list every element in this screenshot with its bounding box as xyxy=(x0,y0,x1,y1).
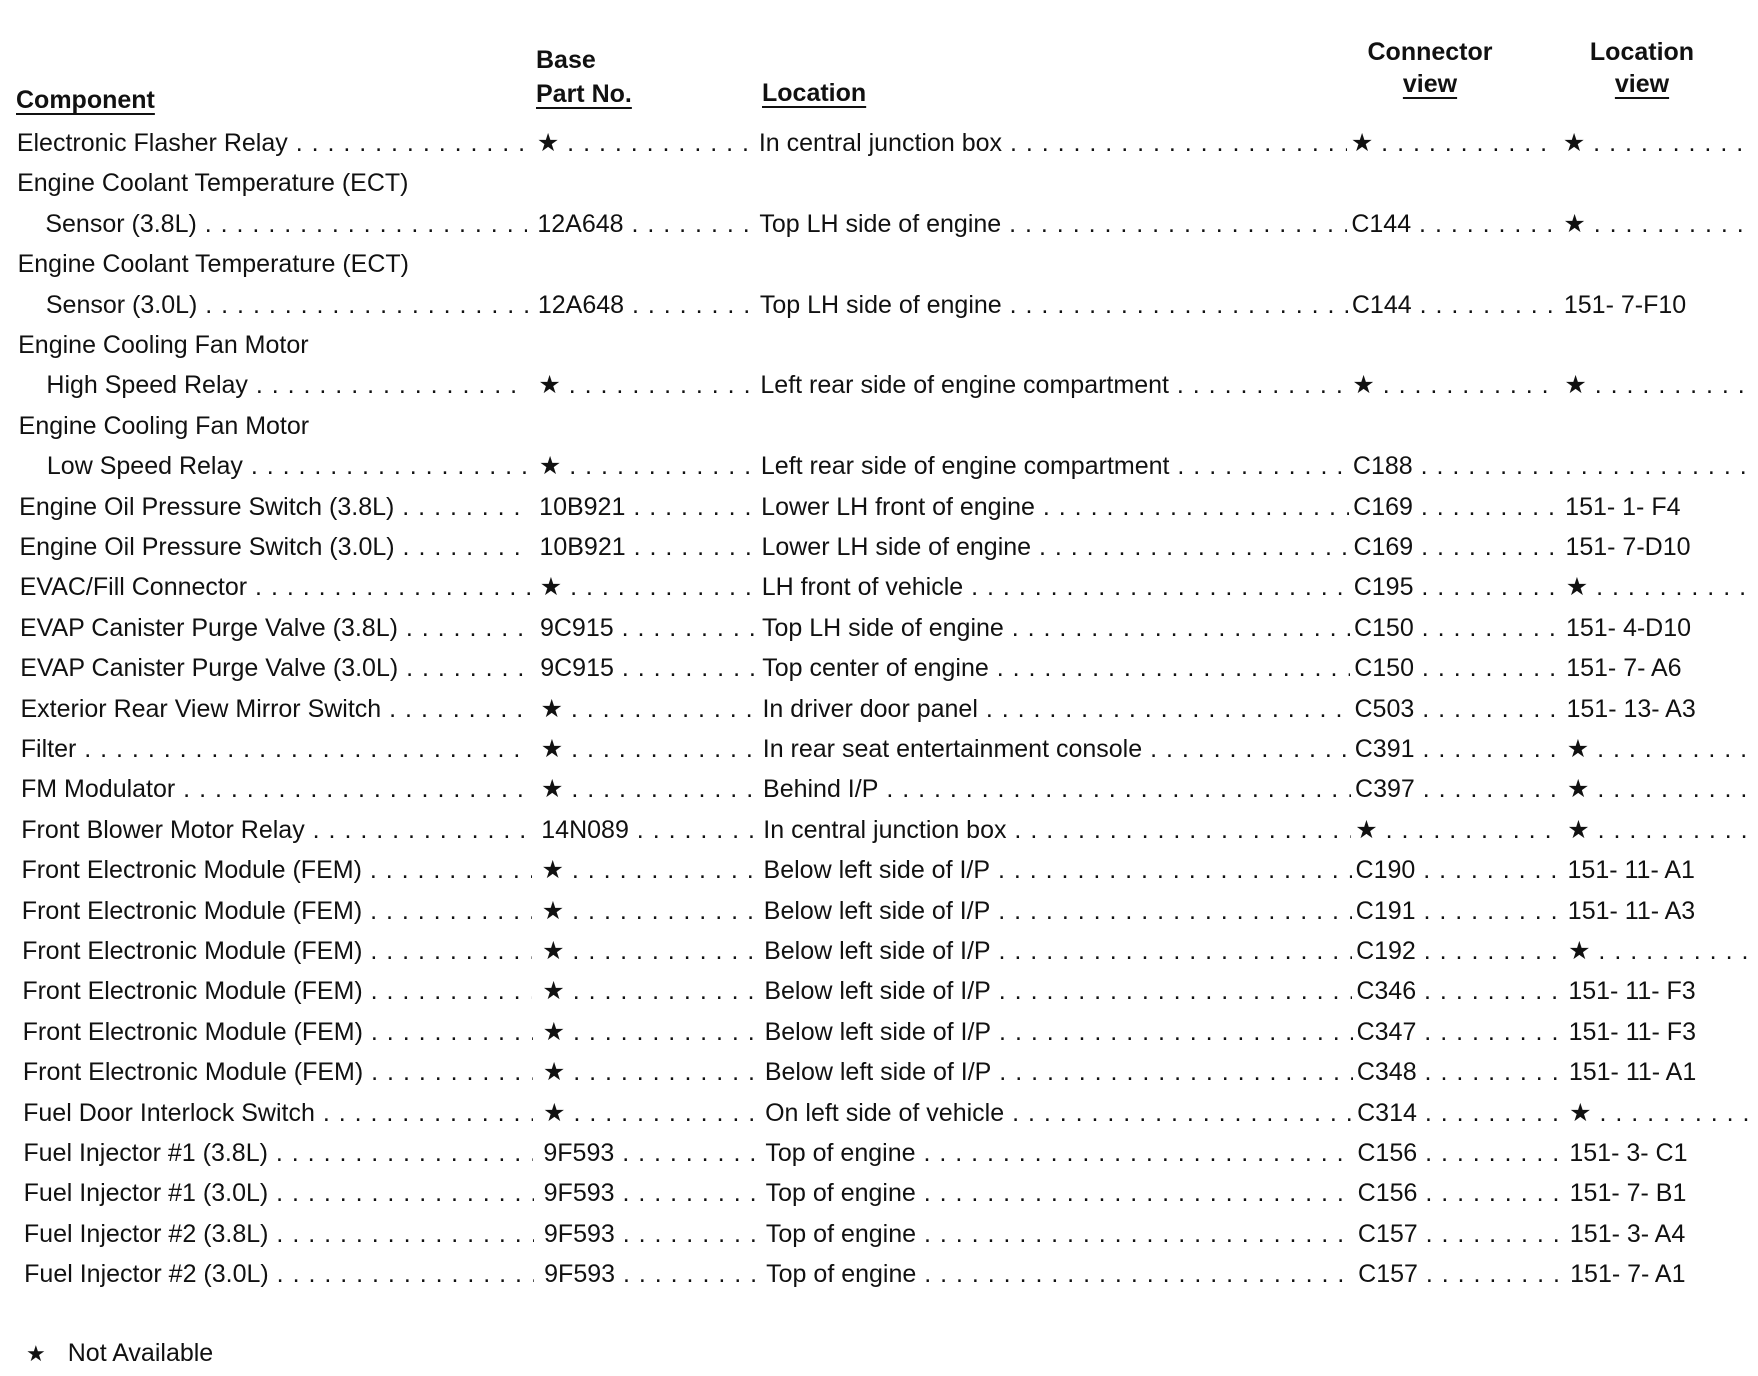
location-view: ★ . . . xyxy=(1569,1096,1752,1130)
connector-view: C346 . . . xyxy=(1356,974,1562,1008)
location-view: 151- 3- C1 xyxy=(1569,1139,1688,1167)
location-text: LH front of vehicle . . . xyxy=(762,570,1350,604)
base-part-number: 12A648 . . . xyxy=(538,288,756,322)
star-icon: ★ xyxy=(26,1341,46,1366)
component-name: Filter . . . xyxy=(21,732,531,766)
component-name: Fuel Injector #2 (3.8L) . . . xyxy=(24,1217,534,1251)
connector-view: C144 . . . xyxy=(1352,288,1558,322)
location-view: ★ . . . xyxy=(1567,732,1752,766)
location-view: ★ . . . xyxy=(1567,772,1752,806)
location-view: 151- 7- A1 xyxy=(1570,1260,1686,1289)
connector-view: C503 . . . xyxy=(1354,692,1560,726)
location-view: ★ . . . xyxy=(1564,368,1752,402)
component-name: Engine Oil Pressure Switch (3.0L) . . . xyxy=(19,530,529,564)
location-text: Top center of engine . . . xyxy=(762,651,1350,685)
connector-view: C169 . . . xyxy=(1353,490,1559,524)
connector-view: C191 . . . xyxy=(1356,894,1562,928)
connector-view: C347 . . . xyxy=(1357,1015,1563,1049)
location-view: 151- 7-D10 xyxy=(1565,533,1691,561)
connector-view: C192 . . . xyxy=(1356,934,1562,968)
base-part-number: ★ . . . xyxy=(541,732,759,766)
component-name: EVAP Canister Purge Valve (3.0L) . . . xyxy=(20,651,530,685)
location-view xyxy=(1565,449,1752,483)
location-view: 151- 3- A4 xyxy=(1569,1219,1686,1248)
location-text: Below left side of I/P . . . xyxy=(764,894,1352,928)
location-text: Lower LH side of engine . . . xyxy=(761,530,1349,564)
location-text: On left side of vehicle . . . xyxy=(765,1096,1353,1130)
connector-view: C195 . . . xyxy=(1354,570,1560,604)
location-text: In central junction box . . . xyxy=(759,126,1347,160)
base-part-number: 12A648 . . . xyxy=(537,207,755,241)
base-part-number: 9C915 . . . xyxy=(540,611,758,645)
base-part-number: ★ . . . xyxy=(538,368,756,402)
connector-view: ★ . . . xyxy=(1355,813,1561,847)
base-part-number: ★ . . . xyxy=(543,1055,761,1089)
location-view: 151- 13- A3 xyxy=(1566,694,1696,723)
location-text: In rear seat entertainment console . . . xyxy=(763,732,1351,766)
header-base-part-line1: Base xyxy=(536,46,596,74)
location-text: Left rear side of engine compartment . . . xyxy=(760,368,1348,402)
component-name: Front Blower Motor Relay . . . xyxy=(21,813,531,847)
component-name: Front Electronic Module (FEM) . . . xyxy=(22,934,532,968)
connector-view: C144 . . . xyxy=(1351,207,1557,241)
connector-view: C348 . . . xyxy=(1357,1055,1563,1089)
component-name: Fuel Injector #1 (3.8L) . . . xyxy=(23,1136,533,1170)
location-text: Top of engine . . . xyxy=(766,1257,1354,1291)
connector-view: C150 . . . xyxy=(1354,651,1560,685)
location-view: 151- 7- A6 xyxy=(1566,654,1682,683)
connector-view: ★ . . . xyxy=(1351,126,1557,160)
location-view: 151- 11- A1 xyxy=(1567,856,1695,885)
location-view: 151- 4-D10 xyxy=(1565,613,1692,642)
location-view: 151- 11- A1 xyxy=(1568,1058,1697,1087)
header-base-part-line2: Part No. xyxy=(536,80,632,108)
connector-view: C190 . . . xyxy=(1356,853,1562,887)
header-connector-line1: Connector xyxy=(1367,38,1493,66)
component-name: Front Electronic Module (FEM) . . . xyxy=(22,853,532,887)
base-part-number: ★ . . . xyxy=(542,853,760,887)
connector-view: C157 . . . xyxy=(1358,1217,1564,1251)
location-text: Top of engine . . . xyxy=(766,1176,1354,1210)
connector-view: C397 . . . xyxy=(1355,772,1561,806)
location-view: ★ . . . xyxy=(1567,813,1752,847)
base-part-number: ★ . . . xyxy=(539,449,757,483)
connector-view: C157 . . . xyxy=(1358,1257,1564,1291)
connector-view: C156 . . . xyxy=(1357,1136,1563,1170)
component-name: Exterior Rear View Mirror Switch . . . xyxy=(20,692,530,726)
base-part-number: 14N089 . . . xyxy=(541,813,759,847)
base-part-number: ★ . . . xyxy=(541,772,759,806)
location-view: 151- 7- B1 xyxy=(1569,1179,1687,1208)
component-name: Fuel Injector #2 (3.0L) . . . xyxy=(24,1257,534,1291)
base-part-number: ★ . . . xyxy=(540,570,758,604)
location-text: Below left side of I/P . . . xyxy=(764,853,1352,887)
location-text: In driver door panel . . . xyxy=(762,692,1350,726)
component-name: Front Electronic Module (FEM) . . . xyxy=(22,894,532,928)
connector-view: C314 . . . xyxy=(1357,1096,1563,1130)
base-part-number: 9F593 . . . xyxy=(543,1136,761,1170)
base-part-number: 9C915 . . . xyxy=(540,651,758,685)
component-name: Sensor (3.0L) . . . xyxy=(46,288,528,322)
component-name: Fuel Door Interlock Switch . . . xyxy=(23,1096,533,1130)
location-text: Top LH side of engine . . . xyxy=(762,611,1350,645)
base-part-number: ★ . . . xyxy=(542,974,760,1008)
component-name: Electronic Flasher Relay . . . xyxy=(17,126,527,160)
header-component: Component xyxy=(16,86,155,114)
component-name-line: Engine Cooling Fan Motor xyxy=(18,331,309,359)
base-part-number: 10B921 . . . xyxy=(539,490,757,524)
location-text: Left rear side of engine compartment . . . xyxy=(761,449,1349,483)
base-part-number: ★ . . . xyxy=(542,934,760,968)
component-name-line: Engine Coolant Temperature (ECT) xyxy=(17,250,409,279)
location-view: 151- 1- F4 xyxy=(1565,492,1681,521)
location-text: Top of engine . . . xyxy=(765,1136,1353,1170)
component-name: Engine Oil Pressure Switch (3.8L) . . . xyxy=(19,490,529,524)
location-text: Below left side of I/P . . . xyxy=(765,1015,1353,1049)
component-name: FM Modulator . . . xyxy=(21,772,531,806)
component-name: Fuel Injector #1 (3.0L) . . . xyxy=(24,1176,534,1210)
location-view: 151- 11- F3 xyxy=(1568,977,1696,1006)
location-text: Behind I/P . . . xyxy=(763,772,1351,806)
base-part-number: ★ . . . xyxy=(537,126,755,160)
connector-view: C169 . . . xyxy=(1353,530,1559,564)
connector-view: C150 . . . xyxy=(1354,611,1560,645)
component-name-line: Engine Cooling Fan Motor xyxy=(18,411,310,440)
base-part-number: 9F593 . . . xyxy=(544,1176,762,1210)
component-name: High Speed Relay . . . xyxy=(46,368,528,402)
connector-view: C188 . . . xyxy=(1353,449,1559,483)
location-text: Below left side of I/P . . . xyxy=(764,974,1352,1008)
base-part-number: 9F593 . . . xyxy=(544,1217,762,1251)
location-text: Top LH side of engine . . . xyxy=(759,207,1347,241)
base-part-number: 9F593 . . . xyxy=(544,1257,762,1291)
location-text: Below left side of I/P . . . xyxy=(765,1055,1353,1089)
location-text: Below left side of I/P . . . xyxy=(764,934,1352,968)
component-name: Front Electronic Module (FEM) . . . xyxy=(23,1055,533,1089)
footnote-text: Not Available xyxy=(67,1339,214,1367)
base-part-number: ★ . . . xyxy=(540,692,758,726)
component-name: Front Electronic Module (FEM) . . . xyxy=(22,974,532,1008)
location-text: In central junction box . . . xyxy=(763,813,1351,847)
location-view: ★ . . . xyxy=(1563,207,1752,241)
connector-view: C391 . . . xyxy=(1355,732,1561,766)
base-part-number: ★ . . . xyxy=(542,894,760,928)
location-view: ★ . . . xyxy=(1563,126,1752,160)
base-part-number: ★ . . . xyxy=(543,1015,761,1049)
location-text: Top LH side of engine . . . xyxy=(760,288,1348,322)
header-connector-line2: view xyxy=(1402,70,1458,98)
header-location: Location xyxy=(762,79,867,107)
component-name: EVAP Canister Purge Valve (3.8L) . . . xyxy=(20,611,530,645)
footnote xyxy=(26,1337,213,1370)
location-view: ★ . . . xyxy=(1566,570,1752,604)
connector-view: C156 . . . xyxy=(1358,1176,1564,1210)
component-name-line: Engine Coolant Temperature (ECT) xyxy=(17,169,409,198)
base-part-number: ★ . . . xyxy=(543,1096,761,1130)
component-name: Sensor (3.8L) . . . xyxy=(45,207,527,241)
component-name: Front Electronic Module (FEM) . . . xyxy=(23,1015,533,1049)
connector-view: ★ . . . xyxy=(1352,368,1558,402)
component-name: EVAC/Fill Connector . . . xyxy=(20,570,530,604)
base-part-number: 10B921 . . . xyxy=(539,530,757,564)
location-view: ★ . . . xyxy=(1568,934,1752,968)
component-name: Low Speed Relay . . . xyxy=(47,449,529,483)
header-location-view-line1: Location xyxy=(1589,38,1695,66)
location-view: 151- 7-F10 xyxy=(1563,290,1687,319)
location-view: 151- 11- F3 xyxy=(1568,1017,1696,1046)
location-text: Top of engine . . . xyxy=(766,1217,1354,1251)
location-text: Lower LH front of engine . . . xyxy=(761,490,1349,524)
location-view: 151- 11- A3 xyxy=(1567,896,1696,925)
header-location-view-line2: view xyxy=(1614,70,1670,98)
